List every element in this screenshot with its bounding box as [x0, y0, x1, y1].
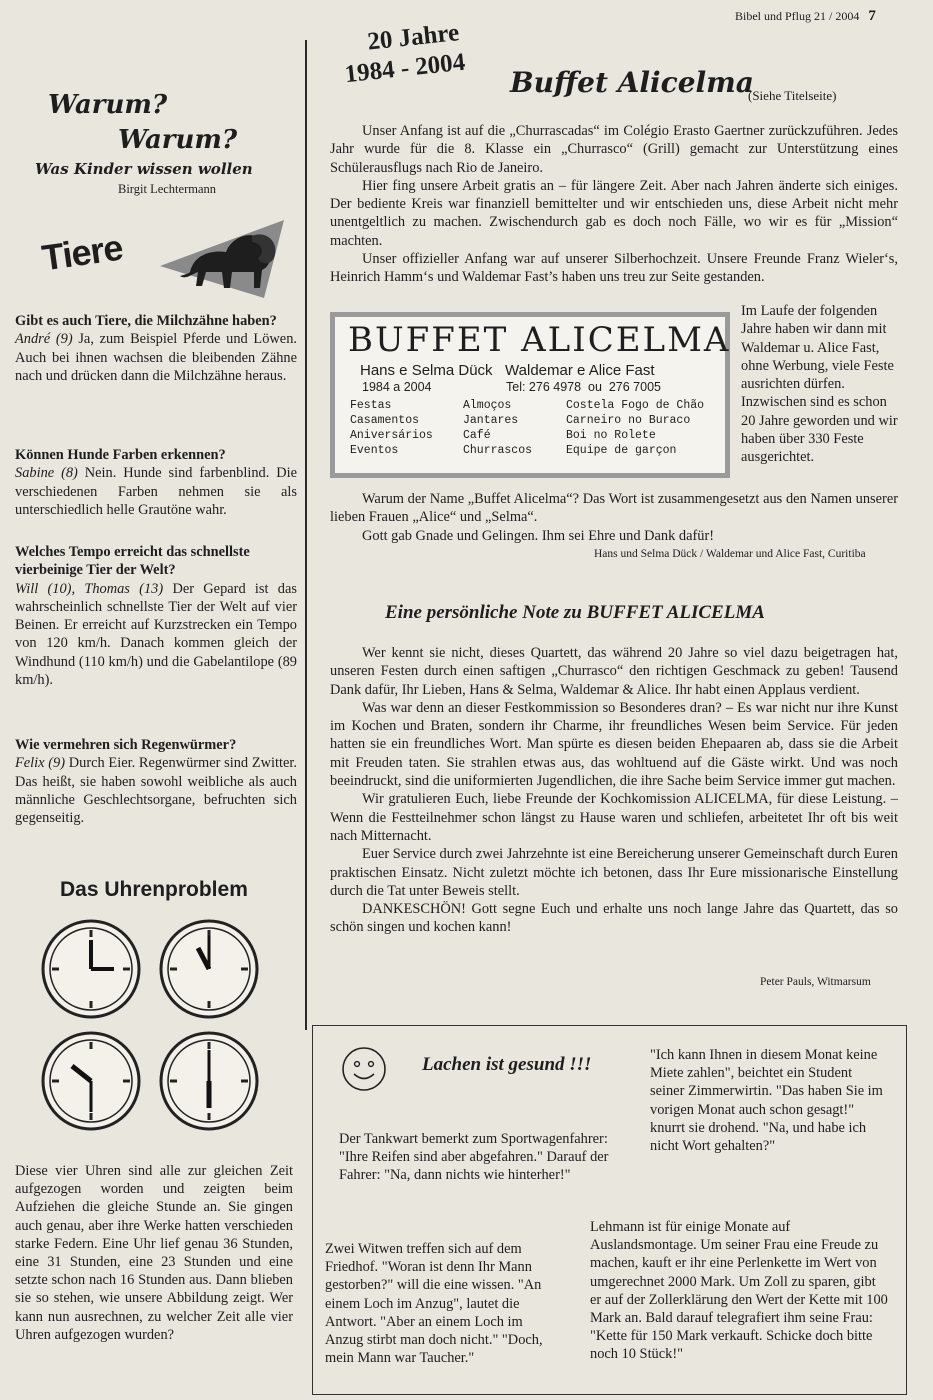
- qa-item: [15, 312, 297, 385]
- jokes-title: Lachen ist gesund !!!: [422, 1054, 592, 1075]
- qa-question: Wie vermehren sich Regenwürmer?: [15, 737, 237, 753]
- article-paragraph: Hier fing unsere Arbeit gratis an – für längere Zeit. Aber nach Jahren änderte sich einiges. Der bediente Kreis war finanziell bemittelter und wir entschieden uns, diese Arbeit nicht mehr unentgeltlich zu machen. Zwischendurch gab es doch noch Fälle, wo wir es für „Mission“ machten.: [330, 177, 898, 249]
- kids-author: Birgit Lechtermann: [118, 182, 217, 196]
- issue-number: 21 / 2004: [814, 9, 860, 23]
- ad-name: BUFFET ALICELMA: [348, 320, 731, 360]
- ad-owners: Hans e Selma Dück Waldemar e Alice Fast: [360, 362, 655, 379]
- article-paragraph: Was war denn an dieser Festkommission so Besonderes dran? – Es war nicht nur ihre Kunst im Kochen und Braten, sondern ihr Charme, ihr freundliches Wesen beim Service. Für jeden hatten sie ein freundliches Wort. Man spürte es diesen beiden Ehepaaren ab, dass sie die Arbeit mit Freuden taten. Sie strahlen etwas aus, das wohltuend auf die Gäste wirkt. Und was noch beeindruckt, sind die uniformierten Jugendlichen, die ihre Sache beim Service immer gut machen.: [330, 699, 898, 790]
- qa-child: André (9): [15, 331, 73, 348]
- kids-title-line2: Warum?: [118, 125, 238, 155]
- qa-answer: Der Gepard ist das wahrscheinlich schnellste Tier der Welt auf vier Beinen. Er erreicht auf Kurzstrecken ein Tempo von 120 km/h. Danach kommen gleich der Windhund (110 km/h) und die Gabelantilope (89 km/h).: [15, 580, 297, 689]
- ad-meals-list: [463, 398, 532, 458]
- page-number: 7: [868, 8, 876, 24]
- buffet-side-text: Im Laufe der folgenden Jahre haben wir dann mit Waldemar u. Alice Fast, ohne Werbung, viele Feste ausrichten dürfen. Inzwischen sind es schon 20 Jahre geworden und wir haben über 330 Feste ausgerichtet.: [741, 303, 898, 466]
- qa-item: [15, 543, 297, 689]
- ad-service: Casamentos: [350, 414, 420, 427]
- article-paragraph: Warum der Name „Buffet Alicelma“? Das Wort ist zusammengesetzt aus den Namen unserer lieben Frauen „Alice“ und „Selma“.: [330, 491, 898, 526]
- note-article: [330, 644, 898, 937]
- buffet-title: Buffet Alicelma: [510, 66, 754, 99]
- qa-child: Will (10), Thomas (13): [15, 580, 164, 597]
- joke-text: Der Tankwart bemerkt zum Sportwagenfahrer: "Ihre Reifen sind aber abgefahren." Darauf der Fahrer: "Na, dann nichts wie hinterher!": [339, 1131, 609, 1184]
- anniversary-years: [340, 18, 466, 90]
- qa-question: Gibt es auch Tiere, die Milchzähne haben?: [15, 313, 277, 329]
- clock-puzzle-text: Diese vier Uhren sind alle zur gleichen Zeit aufgezogen worden und zeigten beim Aufziehen die gleiche Stunde an. Sie gingen auch genau, aber ihre Werke hatten verschieden starke Federn. Eine Uhr lief genau 36 Stunden, eine 31 Stunden, eine 23 Stunden und eine setzte schon nach 16 Stunden aus. Dann blieben sie so stehen, wie unsere Abbildung zeigt. Wer kann nun ausrechnen, zu welcher Zeit alle vier Uhren aufgezogen wurden?: [15, 1163, 293, 1343]
- clock-icon: [40, 1030, 142, 1132]
- smiley-icon: [340, 1045, 388, 1093]
- qa-child: Felix (9): [15, 755, 66, 772]
- qa-answer: Durch Eier. Regenwürmer sind Zwitter. Das heißt, sie haben sowohl weibliche als auch männliche Geschlechtsorgane, befruchten sich gegenseitig.: [15, 755, 297, 827]
- ad-service: Aniversários: [350, 429, 433, 442]
- ad-service: Eventos: [350, 444, 399, 457]
- qa-question: Können Hunde Farben erkennen?: [15, 447, 226, 463]
- ad-specialties-list: [566, 398, 704, 458]
- buffet-article: [330, 122, 898, 287]
- joke-text: "Ich kann Ihnen in diesem Monat keine Miete zahlen", beichtet ein Student seiner Zimmerwirtin. "Das haben Sie im vorigen Monat auch schon gesagt!" knurrt sie drohend. "Na, und habe ich nicht Wort gehalten?": [650, 1047, 883, 1155]
- journal-name: Bibel und Pflug: [735, 9, 812, 23]
- anniversary-line2: 1984 - 2004: [343, 48, 467, 89]
- page-header: [735, 8, 876, 25]
- ad-period: 1984 a 2004: [362, 380, 432, 394]
- note-article-signature: Peter Pauls, Witmarsum: [760, 976, 871, 988]
- ad-services-list: [350, 398, 433, 458]
- qa-item: [15, 736, 297, 827]
- article-paragraph: Euer Service durch zwei Jahrzehnte ist eine Bereicherung unserer Gemeinschaft durch Euren praktischen Einsatz. Nicht zuletzt möchte ich betonen, dass Ihr Eure missionarische Einstellung durch die Tat unter Beweis stellt.: [330, 846, 898, 899]
- article-paragraph: Unser Anfang ist auf die „Churrascadas“ im Colégio Erasto Gaertner zurückzuführen. Jedes Jahr wurde für die 8. Klasse ein „Churrasco“ (Grill) gemacht zur Unterstützung eines Schülerausflugs nach Rio de Janeiro.: [330, 123, 898, 176]
- qa-answer: Ja, zum Beispiel Pferde und Löwen. Auch bei ihnen wachsen die bleibenden Zähne nach und drücken dann die Milchzähne heraus.: [15, 331, 297, 384]
- buffet-article-end: [330, 490, 898, 545]
- ad-meal: Café: [463, 429, 491, 442]
- joke-text: Zwei Witwen treffen sich auf dem Friedhof. "Woran ist denn Ihr Mann gestorben?" will die eine wissen. "An einem Loch im Anzug", lautet die Antwort. "Aber an einem Loch im Anzug stirbt man doch nicht." "Doch, mein Mann war Taucher.": [325, 1241, 543, 1367]
- kids-subtitle: Was Kinder wissen wollen: [35, 160, 253, 178]
- article-paragraph: Gott gab Gnade und Gelingen. Ihm sei Ehre und Dank dafür!: [362, 527, 715, 544]
- article-paragraph: Unser offizieller Anfang war auf unserer Silberhochzeit. Unsere Freunde Franz Wieler‘s, Heinrich Hamm‘s und Waldemar Fast’s haben uns treu zur Seite gestanden.: [330, 251, 898, 286]
- ad-service: Festas: [350, 399, 392, 412]
- buffet-signature: Hans und Selma Dück / Waldemar und Alice Fast, Curitiba: [594, 548, 866, 560]
- ad-meal: Jantares: [463, 414, 519, 427]
- topic-label: Tiere: [39, 226, 125, 279]
- lion-icon: [160, 214, 298, 298]
- qa-item: [15, 446, 297, 519]
- note-article-title: Eine persönliche Note zu BUFFET ALICELMA: [385, 602, 765, 623]
- buffet-note: (Siehe Titelseite): [748, 88, 837, 103]
- ad-specialty: Carneiro no Buraco: [566, 414, 691, 427]
- ad-meal: Churrascos: [463, 444, 533, 457]
- ad-specialty: Boi no Rolete: [566, 429, 656, 442]
- qa-question: Welches Tempo erreicht das schnellste vierbeinige Tier der Welt?: [15, 544, 250, 579]
- clock-icon: [40, 918, 142, 1020]
- article-paragraph: Wir gratulieren Euch, liebe Freunde der Kochkomission ALICELMA, für diese Leistung. – Wenn die Festteilnehmer schon längst zu Hause waren und schliefen, arbeitetet Ihr oft bis weit nach Mitternacht.: [330, 791, 898, 844]
- article-paragraph: Wer kennt sie nicht, dieses Quartett, das während 20 Jahre so viel dazu beigetragen hat, unseren Festen durch einen saftigen „Churrasco“ den richtigen Geschmack zu geben! Tausend Dank dafür, Ihr Lieben, Hans & Selma, Waldemar & Alice. Ihr habt einen Applaus verdient.: [330, 645, 898, 698]
- joke-text: Lehmann ist für einige Monate auf Auslandsmontage. Um seiner Frau eine Freude zu machen, kauft er ihr eine Perlenkette im Wert von umgerechnet 2000 Mark. Um Zoll zu sparen, gibt er auf der Zollerklärung den Wert der Kette mit 100 Mark an. Bald darauf telegrafiert ihm seine Frau: "Kette für 150 Mark verkauft. Schicke doch bitte noch 10 Stück!": [590, 1219, 888, 1363]
- qa-child: Sabine (8): [15, 465, 78, 482]
- clock-puzzle-title: Das Uhrenproblem: [60, 878, 248, 901]
- ad-specialty: Equipe de garçon: [566, 444, 677, 457]
- ad-meal: Almoços: [463, 399, 512, 412]
- article-paragraph: DANKESCHÖN! Gott segne Euch und erhalte uns noch lange Jahre das Quartett, das so schön singen und kochen kann!: [330, 901, 898, 936]
- qa-answer: Nein. Hunde sind farbenblind. Die verschiedenen Farben nehmen sie als unterschiedlich helle Grautöne wahr.: [15, 465, 297, 518]
- ad-phone: Tel: 276 4978 ou 276 7005: [506, 380, 661, 394]
- clock-icon: [158, 918, 260, 1020]
- clock-icon: [158, 1030, 260, 1132]
- column-divider: [305, 40, 307, 1030]
- kids-title-line1: Warum?: [48, 90, 168, 120]
- ad-specialty: Costela Fogo de Chão: [566, 399, 705, 412]
- anniversary-line1: 20 Jahre: [366, 19, 461, 56]
